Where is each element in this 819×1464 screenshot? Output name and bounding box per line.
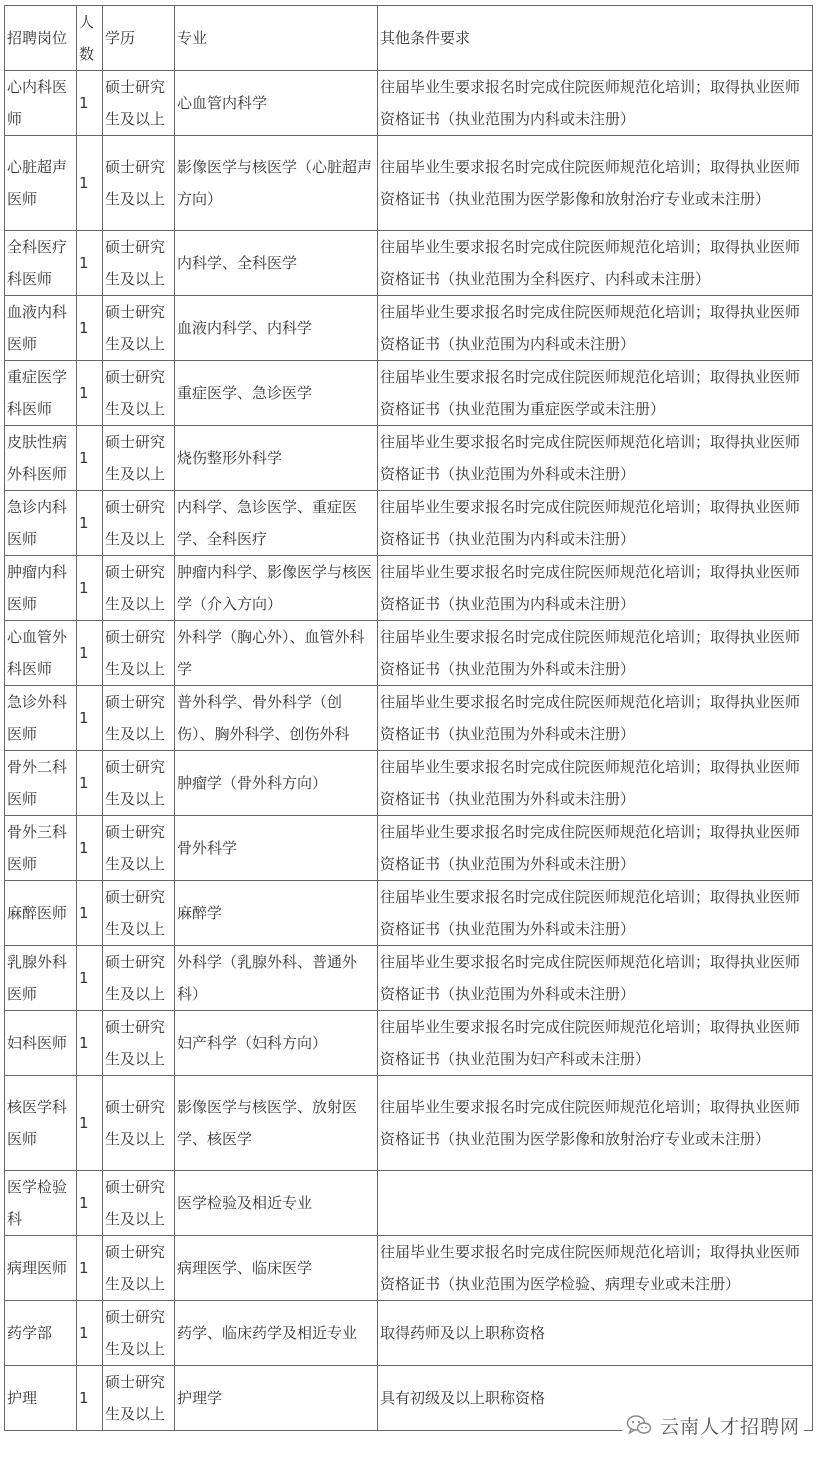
table-header-row	[5, 6, 813, 71]
table-row	[5, 361, 813, 426]
cell-education: 硕士研究生及以上	[103, 1076, 175, 1171]
watermark	[622, 1410, 804, 1440]
cell-position: 心血管外科医师	[5, 621, 77, 686]
cell-count: 1	[77, 1301, 103, 1366]
cell-position: 全科医疗科医师	[5, 231, 77, 296]
cell-position: 麻醉医师	[5, 881, 77, 946]
cell-requirements	[378, 1171, 813, 1236]
recruitment-table	[4, 5, 813, 1431]
table-row	[5, 1301, 813, 1366]
cell-requirements: 往届毕业生要求报名时完成住院医师规范化培训；取得执业医师资格证书（执业范围为外科或未注册）	[378, 426, 813, 491]
table-row	[5, 816, 813, 881]
table-row	[5, 426, 813, 491]
table-row	[5, 686, 813, 751]
cell-major: 医学检验及相近专业	[175, 1171, 378, 1236]
table-row	[5, 1076, 813, 1171]
cell-major: 血液内科学、内科学	[175, 296, 378, 361]
cell-position: 皮肤性病外科医师	[5, 426, 77, 491]
cell-major: 内科学、全科医学	[175, 231, 378, 296]
cell-position: 血液内科医师	[5, 296, 77, 361]
table-row	[5, 1171, 813, 1236]
header-major: 专业	[175, 6, 378, 71]
cell-major: 外科学（乳腺外科、普通外科）	[175, 946, 378, 1011]
cell-education: 硕士研究生及以上	[103, 686, 175, 751]
cell-requirements: 往届毕业生要求报名时完成住院医师规范化培训；取得执业医师资格证书（执业范围为外科或未注册）	[378, 751, 813, 816]
cell-position: 核医学科医师	[5, 1076, 77, 1171]
cell-count: 1	[77, 1076, 103, 1171]
cell-count: 1	[77, 751, 103, 816]
cell-education: 硕士研究生及以上	[103, 1236, 175, 1301]
cell-major: 麻醉学	[175, 881, 378, 946]
cell-education: 硕士研究生及以上	[103, 621, 175, 686]
cell-requirements: 往届毕业生要求报名时完成住院医师规范化培训；取得执业医师资格证书（执业范围为重症医学或未注册）	[378, 361, 813, 426]
cell-major: 肿瘤内科学、影像医学与核医学（介入方向）	[175, 556, 378, 621]
cell-major: 普外科学、骨外科学（创伤）、胸外科学、创伤外科	[175, 686, 378, 751]
cell-position: 急诊外科医师	[5, 686, 77, 751]
cell-position: 妇科医师	[5, 1011, 77, 1076]
cell-position: 药学部	[5, 1301, 77, 1366]
cell-requirements: 往届毕业生要求报名时完成住院医师规范化培训；取得执业医师资格证书（执业范围为外科或未注册）	[378, 946, 813, 1011]
cell-major: 影像医学与核医学、放射医学、核医学	[175, 1076, 378, 1171]
cell-requirements: 往届毕业生要求报名时完成住院医师规范化培训；取得执业医师资格证书（执业范围为内科或未注册）	[378, 491, 813, 556]
cell-count: 1	[77, 556, 103, 621]
cell-count: 1	[77, 296, 103, 361]
wechat-icon	[626, 1414, 652, 1436]
cell-education: 硕士研究生及以上	[103, 71, 175, 136]
cell-requirements: 往届毕业生要求报名时完成住院医师规范化培训；取得执业医师资格证书（执业范围为内科或未注册）	[378, 556, 813, 621]
cell-major: 肿瘤学（骨外科方向）	[175, 751, 378, 816]
header-position: 招聘岗位	[5, 6, 77, 71]
cell-position: 骨外三科医师	[5, 816, 77, 881]
table-row	[5, 71, 813, 136]
cell-count: 1	[77, 1171, 103, 1236]
cell-count: 1	[77, 71, 103, 136]
cell-education: 硕士研究生及以上	[103, 296, 175, 361]
cell-education: 硕士研究生及以上	[103, 751, 175, 816]
cell-education: 硕士研究生及以上	[103, 556, 175, 621]
cell-requirements: 往届毕业生要求报名时完成住院医师规范化培训；取得执业医师资格证书（执业范围为外科或未注册）	[378, 686, 813, 751]
cell-count: 1	[77, 1236, 103, 1301]
cell-education: 硕士研究生及以上	[103, 1366, 175, 1431]
header-count: 人数	[77, 6, 103, 71]
cell-major: 烧伤整形外科学	[175, 426, 378, 491]
cell-major: 骨外科学	[175, 816, 378, 881]
cell-education: 硕士研究生及以上	[103, 426, 175, 491]
watermark-text: 云南人才招聘网	[660, 1415, 801, 1438]
cell-education: 硕士研究生及以上	[103, 816, 175, 881]
table-row	[5, 556, 813, 621]
table-row	[5, 751, 813, 816]
cell-position: 护理	[5, 1366, 77, 1431]
cell-education: 硕士研究生及以上	[103, 136, 175, 231]
cell-count: 1	[77, 136, 103, 231]
cell-requirements: 往届毕业生要求报名时完成住院医师规范化培训；取得执业医师资格证书（执业范围为医学检验、病理专业或未注册）	[378, 1236, 813, 1301]
cell-requirements: 取得药师及以上职称资格	[378, 1301, 813, 1366]
cell-count: 1	[77, 1011, 103, 1076]
header-education: 学历	[103, 6, 175, 71]
table-row	[5, 881, 813, 946]
cell-requirements: 往届毕业生要求报名时完成住院医师规范化培训；取得执业医师资格证书（执业范围为医学影像和放射治疗专业或未注册）	[378, 136, 813, 231]
cell-major: 护理学	[175, 1366, 378, 1431]
cell-count: 1	[77, 361, 103, 426]
cell-education: 硕士研究生及以上	[103, 1011, 175, 1076]
cell-major: 药学、临床药学及相近专业	[175, 1301, 378, 1366]
cell-education: 硕士研究生及以上	[103, 361, 175, 426]
cell-major: 影像医学与核医学（心脏超声方向）	[175, 136, 378, 231]
cell-position: 病理医师	[5, 1236, 77, 1301]
table-row	[5, 136, 813, 231]
table-row	[5, 231, 813, 296]
cell-requirements: 往届毕业生要求报名时完成住院医师规范化培训；取得执业医师资格证书（执业范围为外科或未注册）	[378, 881, 813, 946]
cell-count: 1	[77, 231, 103, 296]
cell-count: 1	[77, 621, 103, 686]
cell-education: 硕士研究生及以上	[103, 1301, 175, 1366]
cell-count: 1	[77, 686, 103, 751]
cell-position: 重症医学科医师	[5, 361, 77, 426]
cell-position: 急诊内科医师	[5, 491, 77, 556]
cell-count: 1	[77, 426, 103, 491]
cell-count: 1	[77, 491, 103, 556]
cell-education: 硕士研究生及以上	[103, 881, 175, 946]
cell-requirements: 往届毕业生要求报名时完成住院医师规范化培训；取得执业医师资格证书（执业范围为外科或未注册）	[378, 816, 813, 881]
cell-requirements: 具有初级及以上职称资格	[378, 1366, 813, 1431]
table-row	[5, 296, 813, 361]
cell-count: 1	[77, 816, 103, 881]
cell-education: 硕士研究生及以上	[103, 946, 175, 1011]
cell-education: 硕士研究生及以上	[103, 491, 175, 556]
table-row	[5, 1236, 813, 1301]
cell-count: 1	[77, 946, 103, 1011]
cell-count: 1	[77, 881, 103, 946]
cell-count: 1	[77, 1366, 103, 1431]
table-row	[5, 1011, 813, 1076]
cell-major: 内科学、急诊医学、重症医学、全科医疗	[175, 491, 378, 556]
table-row	[5, 946, 813, 1011]
table-row	[5, 621, 813, 686]
cell-requirements: 往届毕业生要求报名时完成住院医师规范化培训；取得执业医师资格证书（执业范围为全科医疗、内科或未注册）	[378, 231, 813, 296]
cell-requirements: 往届毕业生要求报名时完成住院医师规范化培训；取得执业医师资格证书（执业范围为妇产科或未注册）	[378, 1011, 813, 1076]
cell-position: 肿瘤内科医师	[5, 556, 77, 621]
cell-major: 外科学（胸心外）、血管外科学	[175, 621, 378, 686]
cell-position: 心内科医师	[5, 71, 77, 136]
cell-requirements: 往届毕业生要求报名时完成住院医师规范化培训；取得执业医师资格证书（执业范围为内科或未注册）	[378, 71, 813, 136]
header-requirements: 其他条件要求	[378, 6, 813, 71]
cell-education: 硕士研究生及以上	[103, 231, 175, 296]
cell-education: 硕士研究生及以上	[103, 1171, 175, 1236]
cell-major: 病理医学、临床医学	[175, 1236, 378, 1301]
cell-position: 心脏超声医师	[5, 136, 77, 231]
cell-requirements: 往届毕业生要求报名时完成住院医师规范化培训；取得执业医师资格证书（执业范围为内科或未注册）	[378, 296, 813, 361]
cell-requirements: 往届毕业生要求报名时完成住院医师规范化培训；取得执业医师资格证书（执业范围为外科或未注册）	[378, 621, 813, 686]
cell-position: 骨外二科医师	[5, 751, 77, 816]
cell-major: 心血管内科学	[175, 71, 378, 136]
table-row	[5, 491, 813, 556]
cell-major: 妇产科学（妇科方向）	[175, 1011, 378, 1076]
cell-position: 乳腺外科医师	[5, 946, 77, 1011]
cell-requirements: 往届毕业生要求报名时完成住院医师规范化培训；取得执业医师资格证书（执业范围为医学影像和放射治疗专业或未注册）	[378, 1076, 813, 1171]
cell-position: 医学检验科	[5, 1171, 77, 1236]
cell-major: 重症医学、急诊医学	[175, 361, 378, 426]
